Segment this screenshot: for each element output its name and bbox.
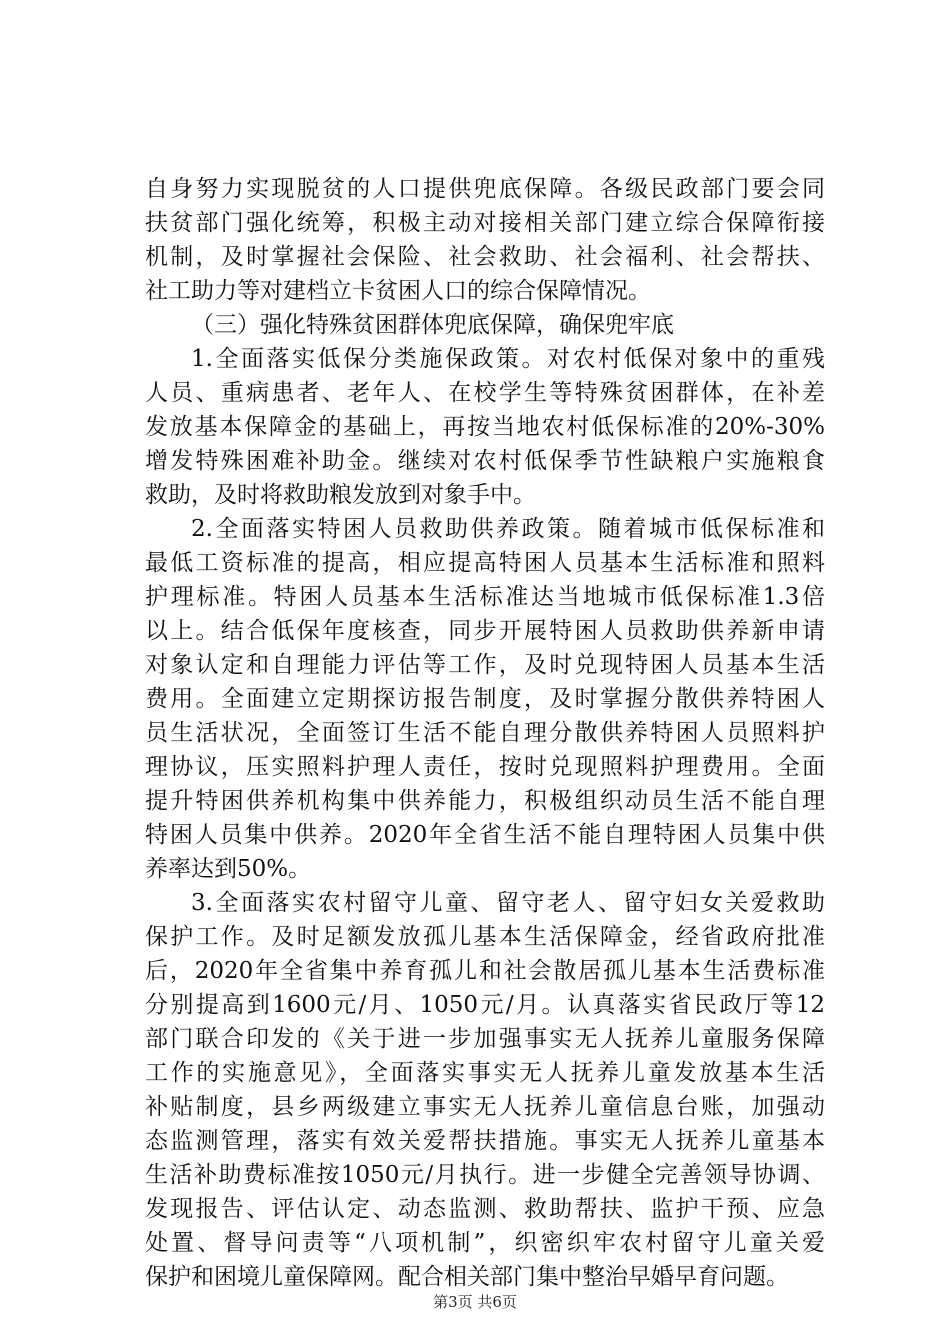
text-line: 特困人员集中供养。2020年全省生活不能自理特困人员集中供	[145, 822, 825, 848]
text-line: 补贴制度，县乡两级建立事实无人抚养儿童信息台账，加强动	[145, 1094, 825, 1120]
text-line: 社工助力等对建档立卡贫困人口的综合保障情况。	[145, 278, 651, 304]
text-line: 机制，及时掌握社会保险、社会救助、社会福利、社会帮扶、	[145, 244, 825, 270]
text-line: 处置、督导问责等“八项机制”，织密织牢农村留守儿童关爱	[145, 1230, 825, 1256]
text-line: 员生活状况，全面签订生活不能自理分散供养特困人员照料护	[145, 720, 825, 746]
text-line: 以上。结合低保年度核查，同步开展特困人员救助供养新申请	[145, 618, 825, 644]
text-line: 生活补助费标准按1050元/月执行。进一步健全完善领导协调、	[145, 1162, 825, 1188]
text-line: 发现报告、评估认定、动态监测、救助帮扶、监护干预、应急	[145, 1196, 825, 1222]
page-footer	[0, 1291, 950, 1312]
text-line: 1.全面落实低保分类施保政策。对农村低保对象中的重残	[191, 346, 825, 372]
text-line: 2.全面落实特困人员救助供养政策。随着城市低保标准和	[191, 516, 825, 542]
text-line: 发放基本保障金的基础上，再按当地农村低保标准的20%-30%	[145, 414, 825, 440]
text-line: 扶贫部门强化统筹，积极主动对接相关部门建立综合保障衔接	[145, 210, 825, 236]
section-heading: （三）强化特殊贫困群体兜底保障，确保兜牢底	[191, 312, 674, 338]
text-line: 人员、重病患者、老年人、在校学生等特殊贫困群体，在补差	[145, 380, 825, 406]
text-line: 理协议，压实照料护理人责任，按时兑现照料护理费用。全面	[145, 754, 825, 780]
text-line: 部门联合印发的《关于进一步加强事实无人抚养儿童服务保障	[145, 1026, 825, 1052]
page-number-label: 第3页 共6页	[433, 1293, 517, 1311]
text-line: 救助，及时将救助粮发放到对象手中。	[145, 482, 536, 508]
text-line: 养率达到50%。	[145, 856, 312, 882]
text-line: 分别提高到1600元/月、1050元/月。认真落实省民政厅等12	[145, 992, 825, 1018]
text-line: 自身努力实现脱贫的人口提供兜底保障。各级民政部门要会同	[145, 176, 825, 202]
text-line: 工作的实施意见》，全面落实事实无人抚养儿童发放基本生活	[145, 1060, 825, 1086]
text-line: 费用。全面建立定期探访报告制度，及时掌握分散供养特困人	[145, 686, 825, 712]
text-line: 保护工作。及时足额发放孤儿基本生活保障金，经省政府批准	[145, 924, 825, 950]
text-line: 态监测管理，落实有效关爱帮扶措施。事实无人抚养儿童基本	[145, 1128, 825, 1154]
text-line: 护理标准。特困人员基本生活标准达当地城市低保标准1.3倍	[145, 584, 825, 610]
text-line: 增发特殊困难补助金。继续对农村低保季节性缺粮户实施粮食	[145, 448, 825, 474]
document-body	[145, 172, 825, 1294]
text-line: 最低工资标准的提高，相应提高特困人员基本生活标准和照料	[145, 550, 825, 576]
text-line: 3.全面落实农村留守儿童、留守老人、留守妇女关爱救助	[191, 890, 825, 916]
text-line: 对象认定和自理能力评估等工作，及时兑现特困人员基本生活	[145, 652, 825, 678]
text-line: 保护和困境儿童保障网。配合相关部门集中整治早婚早育问题。	[145, 1264, 789, 1290]
text-line: 后，2020年全省集中养育孤儿和社会散居孤儿基本生活费标准	[145, 958, 825, 984]
text-line: 提升特困供养机构集中供养能力，积极组织动员生活不能自理	[145, 788, 825, 814]
